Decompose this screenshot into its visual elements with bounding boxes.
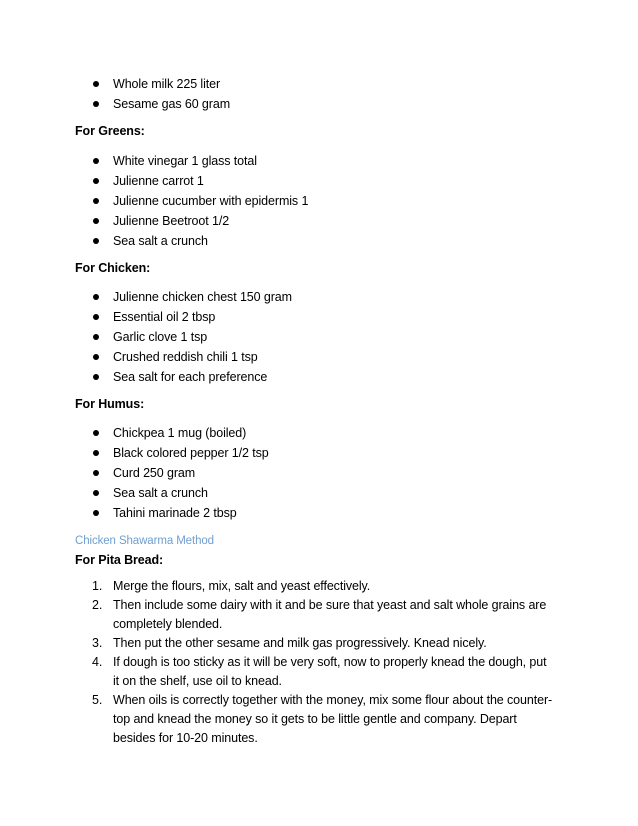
list-item: 3. Then put the other sesame and milk gas progressively. Knead nicely.	[92, 636, 487, 650]
bullet-icon	[93, 81, 99, 87]
document-page: Whole milk 225 liter Sesame gas 60 gram For Greens: White vinegar 1 glass total Julienne carrot 1 Julienne cucumber with epidermis 1 Julienne Beetroot 1/2 Sea salt a crunch For Chicken: Julienne chicken chest 150 gram Essential oil 2 tbsp Garlic clove 1 tsp Crushed reddish chili 1 tsp Sea salt for each preference For Humus: Chickpea 1 mug (boiled) Black colored pepper 1/2 tsp Curd 250 gram Sea salt a crunch Tahini marinade 2 tbsp Chicken Shawarma Method For Pita Bread: 1. Merge the flours, mix, salt and yeast effectively. 2. Then include some dairy with it and be sure that yeast and salt whole grains are completely blended. 3. Then put the other sesame and milk gas progressively. Knead nicely. 4. If dough is too sticky as it will be very soft, now to properly knead the dough, put it on the shelf, use oil to knead. 5. When oils is correctly together with the money, mix some flour about the counter-top and knead the money so it gets to be little gentle and company. Depart besides for 10-20 minutes.	[0, 0, 638, 826]
bullet-icon	[93, 354, 99, 360]
bullet-icon	[93, 510, 99, 516]
bullet-icon	[93, 101, 99, 107]
chicken-heading: For Chicken:	[75, 261, 151, 275]
bullet-icon	[93, 158, 99, 164]
list-item: 4. If dough is too sticky as it will be very soft, now to properly knead the dough, put it on the shelf, use oil to knead.	[92, 655, 547, 688]
pita-heading: For Pita Bread:	[75, 553, 164, 567]
list-item: 5. When oils is correctly together with the money, mix some flour about the counter-top and knead the money so it gets to be little gentle and company. Depart besides for 10-20 minutes.	[92, 693, 553, 745]
method-heading: Chicken Shawarma Method	[75, 535, 214, 547]
bullet-icon	[93, 470, 99, 476]
greens-heading: For Greens:	[75, 124, 145, 138]
bullet-icon	[93, 374, 99, 380]
list-item: 2. Then include some dairy with it and be sure that yeast and salt whole grains are completely blended.	[92, 598, 547, 631]
bullet-icon	[93, 178, 99, 184]
bullet-icon	[93, 198, 99, 204]
bullet-icon	[93, 314, 99, 320]
bullet-icon	[93, 450, 99, 456]
humus-heading: For Humus:	[75, 397, 145, 411]
bullet-icon	[93, 430, 99, 436]
bullet-icon	[93, 334, 99, 340]
bullet-icon	[93, 490, 99, 496]
bullet-icon	[93, 238, 99, 244]
list-item: 1. Merge the flours, mix, salt and yeast effectively.	[92, 579, 371, 593]
bullet-icon	[93, 218, 99, 224]
bullet-icon	[93, 294, 99, 300]
pita-steps-list	[0, 577, 553, 748]
